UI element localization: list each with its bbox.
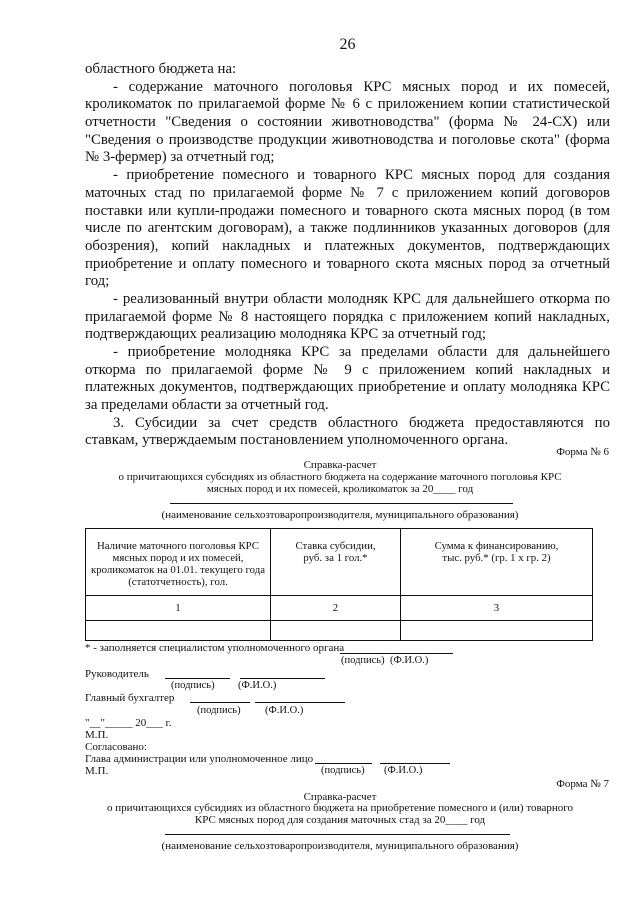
signature-caption: (подпись)	[341, 655, 385, 666]
text-line: - приобретение молодняка КРС за пределами области для дальнейшего	[113, 344, 610, 360]
table-cell	[86, 621, 271, 641]
page-number: 26	[339, 36, 356, 53]
table-cell	[401, 621, 593, 641]
header-financing-sum: Сумма к финансированию, тыс. руб.* (гр. 1 х гр. 2)	[401, 529, 593, 596]
column-number: 3	[401, 596, 593, 621]
stamp-label: М.П.	[85, 729, 109, 741]
paragraph-intro	[85, 61, 610, 79]
signature-caption: (подпись)	[321, 765, 365, 776]
text-line: 3. Субсидии за счет средств областного бюджета предоставляются по	[113, 414, 610, 431]
paragraph-clause-3	[85, 415, 610, 450]
form6-subtitle-line: мясных пород и их помесей, кроликоматок за 20____ год	[206, 483, 474, 495]
paragraph-item-form7	[85, 167, 610, 291]
approval-heading: Согласовано:	[85, 741, 147, 753]
text-line: числе по агентским договорам), а также подлинников указанных договоров (для	[85, 220, 610, 237]
column-number: 1	[86, 596, 271, 621]
form7-subtitle-line: о причитающихся субсидиях из областного бюджета на приобретение помесного и (или) товарного	[106, 802, 574, 814]
head-signature-line	[165, 678, 230, 679]
text-line: обозрения), копий накладных и платежных документов, подтверждающих	[85, 237, 610, 254]
fio-caption: (Ф.И.О.)	[265, 705, 304, 716]
form6-subtitle-line: о причитающихся субсидиях из областного бюджета на содержание маточного поголовья КРС	[118, 471, 562, 483]
fio-caption: (Ф.И.О.)	[390, 655, 429, 666]
text-line: областного бюджета на:	[85, 61, 237, 77]
form6-name-rule	[170, 503, 513, 504]
text-line: - содержание маточного поголовья КРС мясных пород и их помесей,	[113, 78, 610, 95]
column-number: 2	[271, 596, 401, 621]
text-line: маточных стад по прилагаемой форме № 7 с приложением копий договоров	[85, 184, 610, 201]
text-line: за пределами области за отчетный год.	[85, 397, 329, 414]
accountant-label: Главный бухгалтер	[85, 692, 175, 704]
form7-label: Форма № 7	[556, 778, 609, 790]
text-line: № 3-фермер) за отчетный год;	[85, 149, 275, 166]
approval-label: Глава администрации или уполномоченное лицо	[85, 753, 314, 765]
accountant-signature-line	[190, 702, 250, 703]
form7-name-rule	[165, 834, 510, 835]
signature-caption: (подпись)	[197, 705, 241, 716]
accountant-fio-line	[255, 702, 345, 703]
head-fio-line	[240, 678, 325, 679]
fio-caption: (Ф.И.О.)	[238, 680, 277, 691]
form7-name-caption: (наименование сельхозтоваропроизводителя, муниципального образования)	[161, 840, 519, 852]
form7-subtitle-line: КРС мясных пород для создания маточных стад за 20____ год	[194, 814, 486, 826]
text-line: кроликоматок по прилагаемой форме № 6 с приложением копии статистической	[85, 96, 610, 113]
header-subsidy-rate: Ставка субсидии, руб. за 1 гол.*	[271, 529, 401, 596]
table-row-column-numbers	[86, 596, 593, 621]
specialist-signature-line	[340, 653, 453, 654]
text-line: приобретение и оплату помесного и товарного скота мясных пород за отчетный	[85, 255, 610, 272]
header-livestock-count: Наличие маточного поголовья КРС мясных пород и их помесей, кроликоматок на 01.01. текущего года (статотчетность), гол.	[86, 529, 271, 596]
fio-caption: (Ф.И.О.)	[384, 765, 423, 776]
table-header-row	[86, 529, 593, 596]
text-line: подтверждающих реализацию молодняка КРС за отчетный год;	[85, 326, 486, 343]
paragraph-item-form8	[85, 291, 610, 344]
table-row-empty	[86, 621, 593, 641]
signature-caption: (подпись)	[171, 680, 215, 691]
text-line: "Сведения о производстве продукции животноводства и поголовье скота" (форма	[85, 131, 610, 148]
approval-fio-line	[380, 763, 450, 764]
approval-signature-line	[315, 763, 372, 764]
form6-table	[85, 528, 593, 641]
body-text	[85, 61, 610, 450]
text-line: откорма по прилагаемой форме № 9 с приложением копий накладных и	[85, 361, 610, 378]
text-line: - реализованный внутри области молодняк КРС для дальнейшего откорма по	[113, 290, 610, 307]
form7-title: Справка-расчет	[303, 791, 377, 803]
paragraph-item-form6	[85, 79, 610, 167]
paragraph-item-form9	[85, 344, 610, 415]
form6-label: Форма № 6	[556, 446, 609, 458]
head-label: Руководитель	[85, 668, 149, 680]
date-line: "__"_____ 20___ г.	[85, 717, 172, 729]
text-line: год;	[85, 273, 110, 290]
form6-title: Справка-расчет	[303, 459, 377, 471]
table-cell	[271, 621, 401, 641]
specialist-footnote: * - заполняется специалистом уполномоченного органа	[85, 642, 345, 654]
text-line: ставкам, утверждаемым постановлением уполномоченного органа.	[85, 432, 509, 449]
form6-name-caption: (наименование сельхозтоваропроизводителя, муниципального образования)	[161, 509, 519, 521]
text-line: отчетности "Сведения о состоянии животноводства" (форма № 24-СХ) или	[85, 114, 610, 131]
text-line: прилагаемой форме № 8 настоящего порядка с приложением копий накладных,	[85, 308, 610, 325]
approval-stamp-label: М.П.	[85, 765, 109, 777]
text-line: платежных документов, подтверждающих приобретение и оплату молодняка КРС	[85, 379, 610, 396]
text-line: поставки или купли-продажи помесного и товарного скота мясных пород (в том	[85, 202, 610, 219]
text-line: - приобретение помесного и товарного КРС мясных пород для создания	[113, 167, 610, 184]
